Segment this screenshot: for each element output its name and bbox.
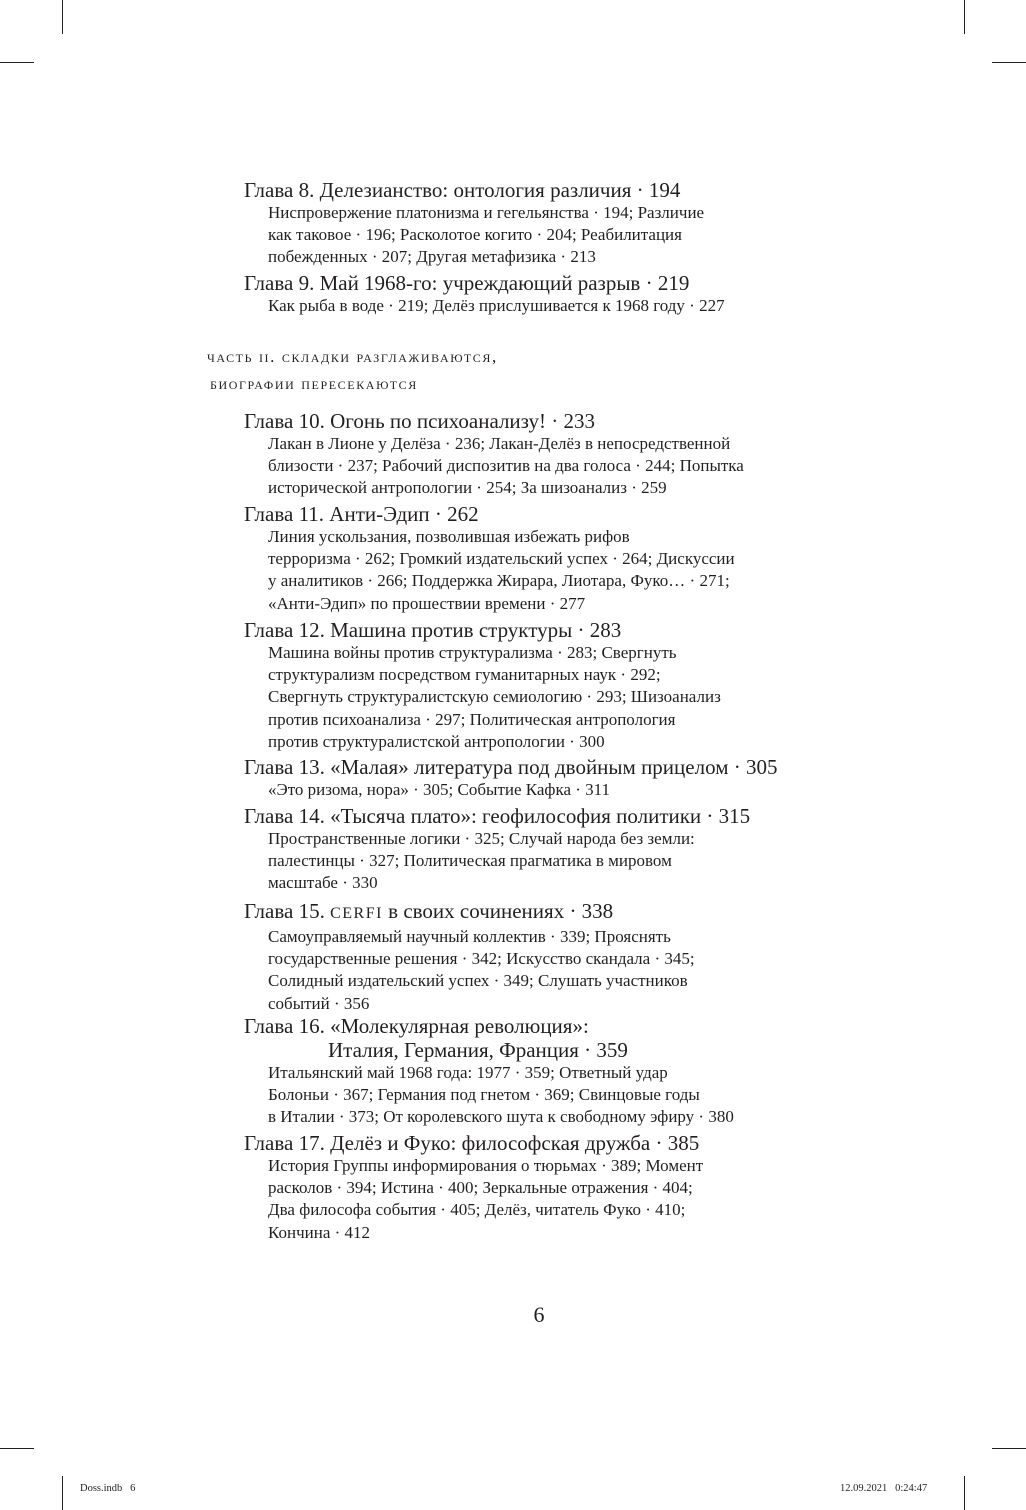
- chapter-sections: «Это ризома, нора» · 305; Событие Кафка · 311: [268, 780, 611, 799]
- chapter-title-suffix: в своих сочинениях · 338: [382, 899, 614, 923]
- chapter-title: [244, 899, 844, 926]
- chapter-sections: Итальянский май 1968 года: 1977 · 359; Ответный удар Болоньи · 367; Германия под гнетом · 369; Свинцовые годы в Италии · 373; От королевского шута к свободному эфиру · 380: [268, 1063, 734, 1127]
- crop-mark-bottom-left: [62, 1476, 63, 1510]
- chapter-sections: Ниспровержение платонизма и гегельянства · 194; Различие как таковое · 196; Расколотое когито · 204; Реабилитация побежденных · 207; Другая метафизика · 213: [268, 203, 705, 267]
- chapter-title: Глава 17. Делёз и Фуко: философская дружба · 385: [244, 1131, 700, 1155]
- chapter-title: Глава 9. Май 1968-го: учреждающий разрыв · 219: [244, 271, 690, 295]
- toc-chapter-9: [244, 271, 844, 317]
- toc-chapter-10: [244, 409, 844, 500]
- toc-chapter-14: [244, 804, 844, 895]
- chapter-sections: Линия ускользания, позволившая избежать рифов терроризма · 262; Громкий издательский успех · 264; Дискуссии у аналитиков · 266; Поддержка Жирара, Лиотара, Фуко… · 271; «Анти-Эдип» по прошествии времени · 277: [268, 527, 735, 613]
- toc-chapter-13: [244, 755, 844, 801]
- crop-mark-left-top: [0, 62, 34, 63]
- chapter-title: Глава 13. «Малая» литература под двойным прицелом · 305: [244, 755, 778, 779]
- chapter-sections: Самоуправляемый научный коллектив · 339; Прояснять государственные решения · 342; Искусство скандала · 345; Солидный издательский успех · 349; Слушать участников событий · 356: [268, 927, 695, 1013]
- chapter-sections: Как рыба в воде · 219; Делёз прислушивается к 1968 году · 227: [268, 296, 725, 315]
- chapter-sections: Лакан в Лионе у Делёза · 236; Лакан-Делёз в непосредственной близости · 237; Рабочий диспозитив на два голоса · 244; Попытка исторической антропологии · 254; За шизоанализ · 259: [268, 434, 744, 498]
- chapter-title: Глава 12. Машина против структуры · 283: [244, 618, 622, 642]
- page-number: 6: [533, 1302, 545, 1327]
- crop-mark-top-right: [964, 0, 965, 34]
- chapter-title: Глава 14. «Тысяча плато»: геофилософия политики · 315: [244, 804, 751, 828]
- chapter-title-prefix: Глава 15.: [244, 899, 331, 923]
- crop-mark-right-bottom: [992, 1448, 1026, 1449]
- chapter-title: Глава 16. «Молекулярная революция»:: [244, 1014, 589, 1038]
- toc-chapter-12: [244, 618, 844, 753]
- toc-chapter-15: [244, 899, 844, 1015]
- toc-chapter-16: [244, 1014, 844, 1129]
- crop-mark-right-top: [992, 62, 1026, 63]
- slug-timestamp: 12.09.2021 0:24:47: [840, 1483, 928, 1494]
- chapter-sections: Машина войны против структурализма · 283; Свергнуть структурализм посредством гуманитарных наук · 292; Свергнуть структуралистскую семиологию · 293; Шизоанализ против психоанализа · 297; Политическая антропология против структуралистской антропологии · 300: [268, 643, 721, 751]
- chapter-sections: Пространственные логики · 325; Случай народа без земли: палестинцы · 327; Политическая прагматика в мировом масштабе · 330: [268, 829, 695, 893]
- chapter-title-acronym: CERFI: [330, 905, 383, 922]
- slug-file-name: Doss.indb 6: [80, 1483, 136, 1494]
- toc-chapter-11: [244, 502, 844, 615]
- part-heading-line-1: часть ii. складки разглаживаются,: [207, 347, 498, 366]
- crop-mark-bottom-right: [964, 1476, 965, 1510]
- toc-chapter-8: [244, 178, 844, 269]
- crop-mark-top-left: [62, 0, 63, 34]
- chapter-title-continuation: Италия, Германия, Франция · 359: [328, 1038, 628, 1062]
- crop-mark-left-bottom: [0, 1448, 34, 1449]
- chapter-title: Глава 8. Делезианство: онтология различия · 194: [244, 178, 681, 202]
- chapter-title: Глава 10. Огонь по психоанализу! · 233: [244, 409, 596, 433]
- chapter-sections: История Группы информирования о тюрьмах · 389; Момент расколов · 394; Истина · 400; Зеркальные отражения · 404; Два философа события · 405; Делёз, читатель Фуко · 410; Кончина · 412: [268, 1156, 704, 1242]
- part-heading-line-2: биографии пересекаются: [210, 374, 418, 393]
- toc-chapter-17: [244, 1131, 844, 1244]
- chapter-title: Глава 11. Анти-Эдип · 262: [244, 502, 479, 526]
- part-heading: [207, 343, 498, 397]
